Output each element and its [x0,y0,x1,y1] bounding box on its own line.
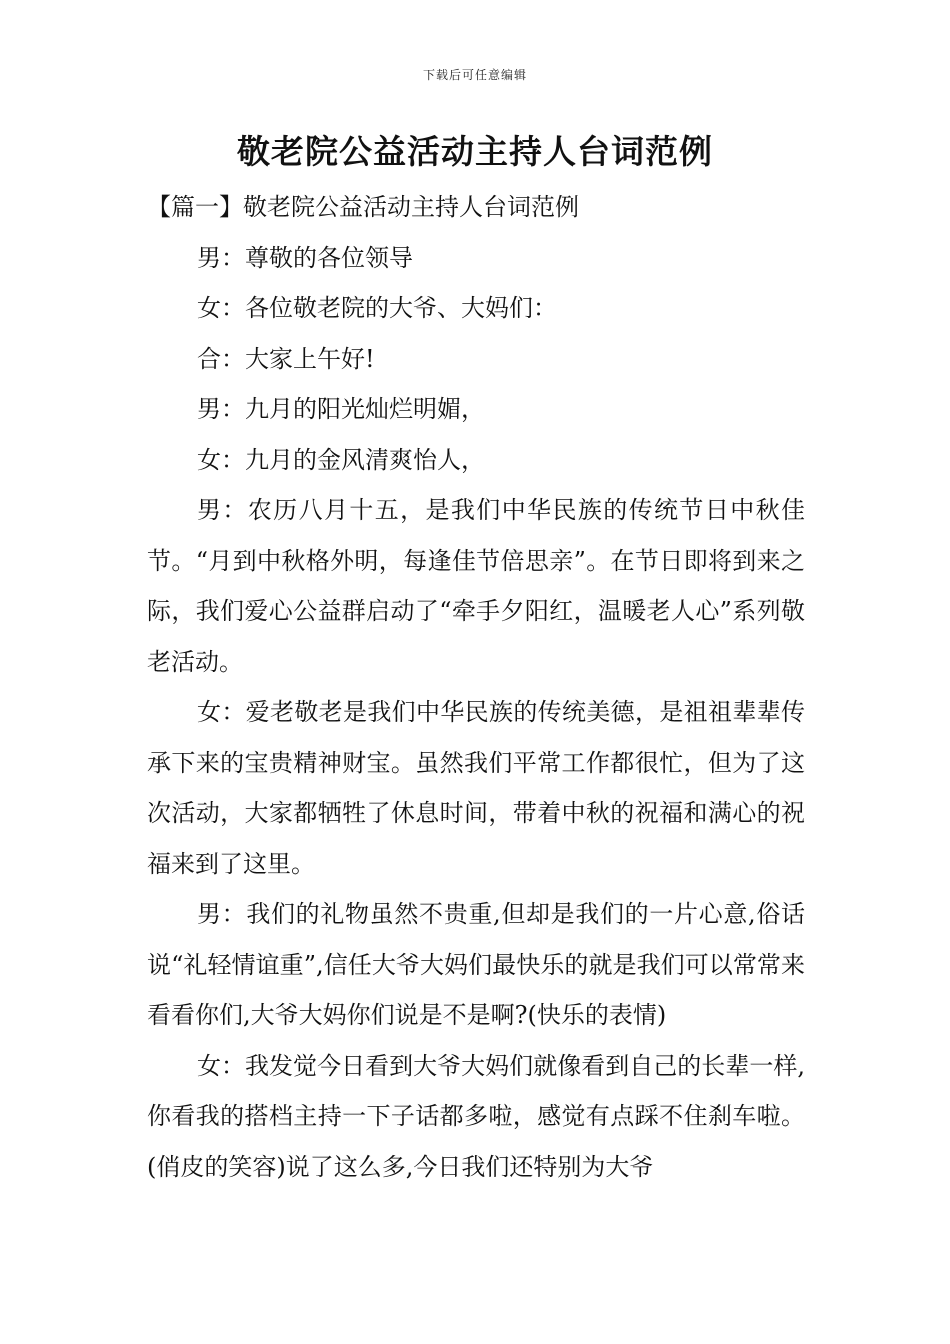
script-paragraph: 男：我们的礼物虽然不贵重,但却是我们的一片心意,俗话说“礼轻情谊重”,信任大爷大妈们最快乐的就是我们可以常常来看看你们,大爷大妈你们说是不是啊?(快乐的表情) [147,900,805,1029]
section-heading: 【篇一】敬老院公益活动主持人台词范例 [147,193,579,221]
header-note: 下载后可任意编辑 [422,68,527,82]
script-line: 合：大家上午好! [197,344,375,373]
script-line: 男：尊敬的各位领导 [197,243,413,272]
script-paragraph: 男：农历八月十五，是我们中华民族的传统节日中秋佳节。“月到中秋格外明，每逢佳节倍思亲”。在节日即将到来之际，我们爱心公益群启动了“牵手夕阳红，温暖老人心”系列敬老活动。 [147,496,805,676]
document-body [147,182,805,1192]
document-title: 敬老院公益活动主持人台词范例 [237,132,713,171]
script-line: 女：各位敬老院的大爷、大妈们： [197,294,557,322]
script-paragraph: 女：我发觉今日看到大爷大妈们就像看到自己的长辈一样,你看我的搭档主持一下子话都多啦，感觉有点踩不住刹车啦。(俏皮的笑容)说了这么多,今日我们还特别为大爷 [147,1051,805,1181]
script-line: 男：九月的阳光灿烂明媚， [197,395,485,423]
script-paragraph: 女：爱老敬老是我们中华民族的传统美德，是祖祖辈辈传承下来的宝贵精神财宝。虽然我们平常工作都很忙，但为了这次活动，大家都牺牲了休息时间，带着中秋的祝福和满心的祝福来到了这里。 [147,698,805,878]
script-line: 女：九月的金风清爽怡人， [197,445,485,474]
